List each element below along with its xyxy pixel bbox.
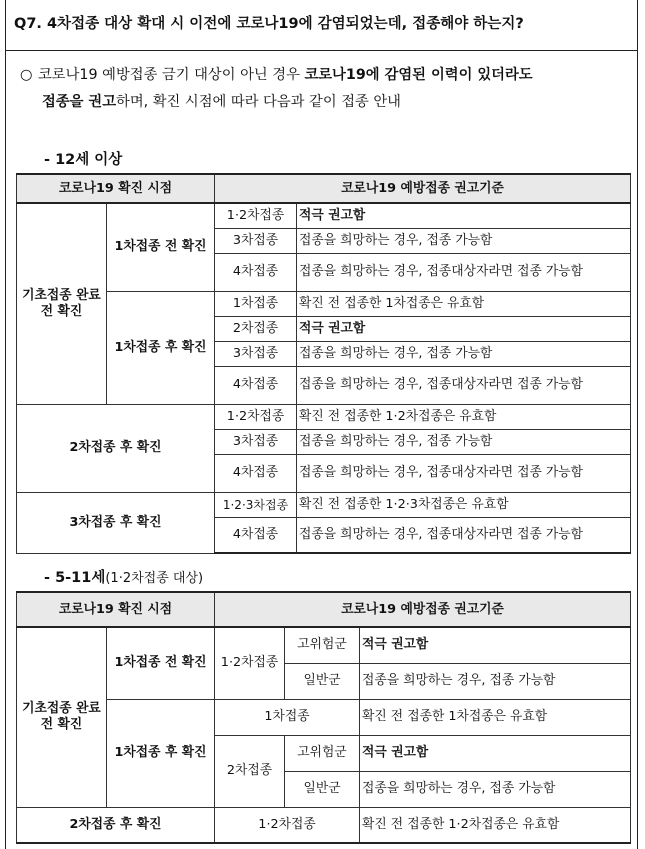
recommendation-cell: 접종을 희망하는 경우, 접종대상자라면 접종 가능함 xyxy=(297,517,631,553)
recommendation-cell: 확진 전 접종한 1차접종은 유효함 xyxy=(297,291,631,316)
question-title: Q7. 4차접종 대상 확대 시 이전에 코로나19에 감염되었는데, 접종해야 하는지? xyxy=(14,16,524,32)
section-heading-12plus: - 12세 이상 xyxy=(44,152,123,168)
recommendation-cell: 접종을 희망하는 경우, 접종대상자라면 접종 가능함 xyxy=(297,366,631,404)
recommendation-cell: 적극 권고함 xyxy=(360,735,631,771)
dose-cell: 3차접종 xyxy=(215,341,297,366)
dose-cell: 1차접종 xyxy=(215,699,360,735)
section-heading-5to11 xyxy=(44,566,203,587)
dose-cell: 2차접종 xyxy=(215,735,285,807)
dose-cell: 4차접종 xyxy=(215,517,297,553)
table-header-criteria: 코로나19 예방접종 권고기준 xyxy=(215,174,631,203)
intro-text-2: 하며, 확진 시점에 따라 다음과 같이 접종 안내 xyxy=(116,94,401,110)
dose-cell: 2차접종 xyxy=(215,316,297,341)
intro-emphasis-1: 코로나19에 감염된 이력이 있더라도 xyxy=(304,67,533,83)
dose-cell: 1·2·3차접종 xyxy=(215,492,297,517)
dose-cell: 4차접종 xyxy=(215,454,297,492)
recommendation-cell: 적극 권고함 xyxy=(360,627,631,663)
risk-group-general: 일반군 xyxy=(285,771,360,807)
dose-cell: 4차접종 xyxy=(215,253,297,291)
section-heading-5to11-label: - 5-11세 xyxy=(44,570,106,586)
recommendation-cell: 확진 전 접종한 1차접종은 유효함 xyxy=(360,699,631,735)
recommendation-cell: 확진 전 접종한 1·2차접종은 유효함 xyxy=(360,807,631,843)
recommendation-cell: 접종을 희망하는 경우, 접종 가능함 xyxy=(297,341,631,366)
risk-group-high: 고위험군 xyxy=(285,627,360,663)
group-after-dose2: 2차접종 후 확진 xyxy=(17,807,215,843)
recommendation-cell: 접종을 희망하는 경우, 접종 가능함 xyxy=(360,663,631,699)
risk-group-high: 고위험군 xyxy=(285,735,360,771)
intro-emphasis-2: 접종을 권고 xyxy=(42,94,117,110)
recommendation-cell: 적극 권고함 xyxy=(297,316,631,341)
recommendation-cell: 접종을 희망하는 경우, 접종 가능함 xyxy=(360,771,631,807)
risk-group-general: 일반군 xyxy=(285,663,360,699)
recommendation-cell: 접종을 희망하는 경우, 접종대상자라면 접종 가능함 xyxy=(297,454,631,492)
dose-cell: 4차접종 xyxy=(215,366,297,404)
dose-cell: 3차접종 xyxy=(215,228,297,253)
group-after-dose2: 2차접종 후 확진 xyxy=(17,404,215,492)
table-5to11 xyxy=(16,591,631,844)
subgroup-before-dose1: 1차접종 전 확진 xyxy=(107,627,215,699)
table-header-timing: 코로나19 확진 시점 xyxy=(17,174,215,203)
dose-cell: 1차접종 xyxy=(215,291,297,316)
recommendation-cell: 접종을 희망하는 경우, 접종 가능함 xyxy=(297,228,631,253)
subgroup-after-dose1: 1차접종 후 확진 xyxy=(107,291,215,404)
intro-text-1: 코로나19 예방접종 금기 대상이 아닌 경우 xyxy=(38,67,305,83)
recommendation-cell: 확진 전 접종한 1·2·3차접종은 유효함 xyxy=(297,492,631,517)
dose-cell: 3차접종 xyxy=(215,429,297,454)
recommendation-cell: 적극 권고함 xyxy=(297,203,631,228)
dose-cell: 1·2차접종 xyxy=(215,404,297,429)
recommendation-cell: 접종을 희망하는 경우, 접종대상자라면 접종 가능함 xyxy=(297,253,631,291)
dose-cell: 1·2차접종 xyxy=(215,807,360,843)
table-12plus xyxy=(16,173,631,554)
recommendation-cell: 접종을 희망하는 경우, 접종 가능함 xyxy=(297,429,631,454)
section-heading-5to11-note: (1·2차접종 대상) xyxy=(105,571,204,586)
subgroup-after-dose1: 1차접종 후 확진 xyxy=(107,699,215,807)
group-before-primary: 기초접종 완료 전 확진 xyxy=(17,627,107,807)
group-after-dose3: 3차접종 후 확진 xyxy=(17,492,215,553)
table-header-criteria: 코로나19 예방접종 권고기준 xyxy=(215,592,631,627)
group-before-primary: 기초접종 완료 전 확진 xyxy=(17,203,107,404)
dose-cell: 1·2차접종 xyxy=(215,627,285,699)
recommendation-cell: 확진 전 접종한 1·2차접종은 유효함 xyxy=(297,404,631,429)
dose-cell: 1·2차접종 xyxy=(215,203,297,228)
table-header-timing: 코로나19 확진 시점 xyxy=(17,592,215,627)
intro-paragraph xyxy=(20,62,632,116)
title-divider xyxy=(5,50,638,51)
subgroup-before-dose1: 1차접종 전 확진 xyxy=(107,203,215,291)
bullet-circle-icon: ○ xyxy=(20,67,33,83)
